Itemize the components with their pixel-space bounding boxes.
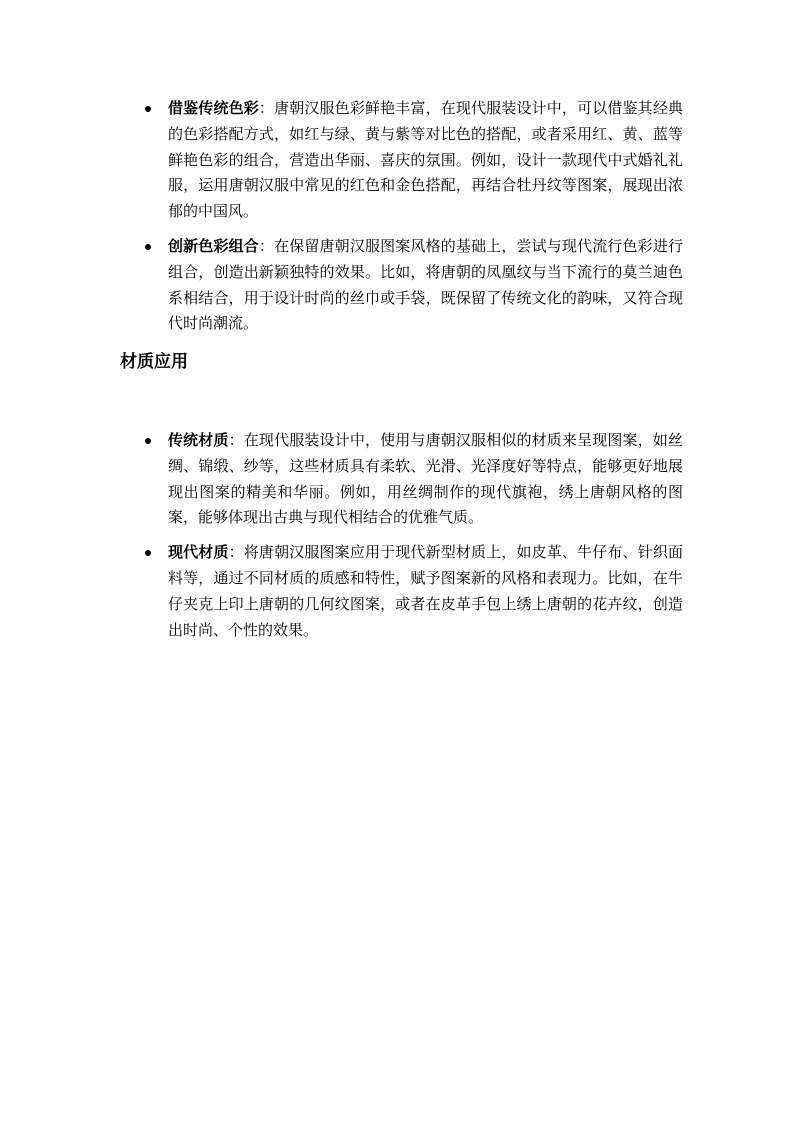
list-item: [143, 234, 683, 337]
item-text: 将唐朝汉服图案应用于现代新型材质上，如皮革、牛仔布、针织面料等，通过不同材质的质感和特性，赋予图案新的风格和表现力。比如，在牛仔夹克上印上唐朝的几何纹图案，或者在皮革手包上绣上唐朝的花卉纹，创造出时尚、个性的效果。: [168, 543, 683, 639]
bullet-icon: [145, 106, 151, 112]
term-colon: ：: [258, 236, 275, 255]
term-colon: ：: [258, 99, 275, 117]
item-term: 现代材质: [168, 543, 229, 562]
list-item: [143, 428, 683, 531]
item-term: 传统材质: [168, 431, 229, 449]
item-text: 唐朝汉服色彩鲜艳丰富，在现代服装设计中，可以借鉴其经典的色彩搭配方式，如红与绿、黄与紫等对比色的搭配，或者采用红、黄、蓝等鲜艳色彩的组合，营造出华丽、喜庆的氛围。例如，设计一款现代中式婚礼礼服，运用唐朝汉服中常见的红色和金色搭配，再结合牡丹纹等图案，展现出浓郁的中国风。: [168, 99, 683, 221]
bullet-icon: [145, 550, 151, 556]
item-term: 借鉴传统色彩: [168, 99, 259, 117]
list-item: [143, 540, 683, 643]
item-text: 在现代服装设计中，使用与唐朝汉服相似的材质来呈现图案，如丝绸、锦缎、纱等，这些材质具有柔软、光滑、光泽度好等特点，能够更好地展现出图案的精美和华丽。例如，用丝绸制作的现代旗袍，绣上唐朝风格的图案，能够体现出古典与现代相结合的优雅气质。: [168, 431, 683, 527]
term-colon: ：: [228, 431, 244, 449]
term-colon: ：: [228, 543, 244, 562]
list-item: [143, 96, 683, 225]
bullet-icon: [145, 438, 151, 444]
material-bullet-list: [143, 428, 683, 643]
bullet-icon: [145, 244, 151, 250]
item-text: 在保留唐朝汉服图案风格的基础上，尝试与现代流行色彩进行组合，创造出新颖独特的效果。比如，将唐朝的凤凰纹与当下流行的莫兰迪色系相结合，用于设计时尚的丝巾或手袋，既保留了传统文化的韵味，又符合现代时尚潮流。: [168, 236, 683, 333]
item-term: 创新色彩组合: [168, 236, 259, 255]
section-heading: 材质应用: [120, 352, 188, 372]
color-bullet-list: [143, 96, 683, 337]
